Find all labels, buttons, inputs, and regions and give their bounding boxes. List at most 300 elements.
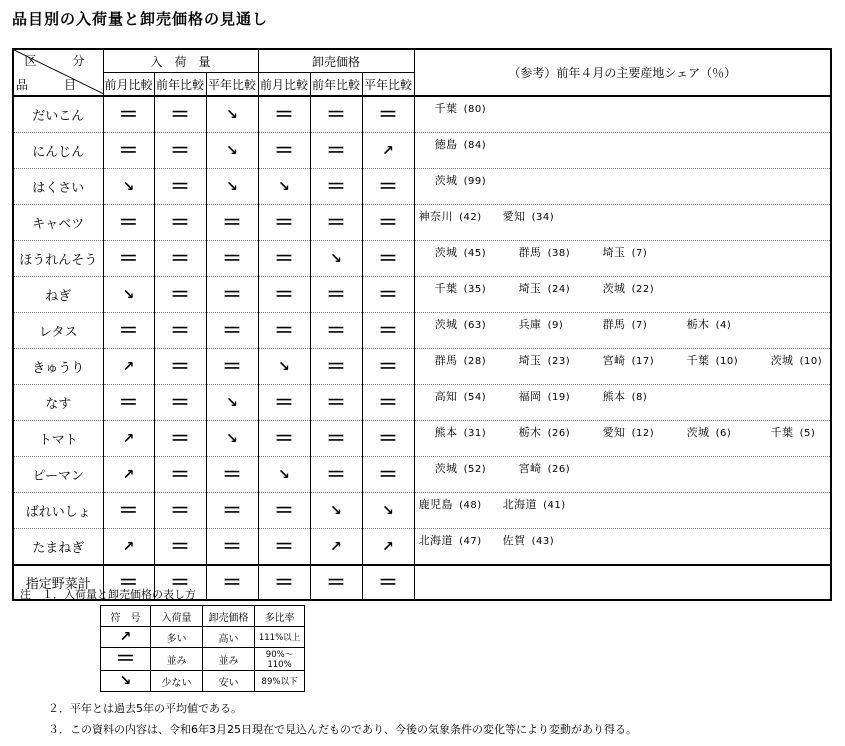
share-percent: (54) — [463, 392, 487, 403]
equal-icon: ＝ — [326, 137, 347, 162]
share-region: 愛知 — [502, 210, 526, 223]
equal-icon: ＝ — [326, 569, 347, 594]
forecast-cell — [258, 349, 310, 385]
forecast-cell — [206, 205, 258, 241]
arrow-down-icon: ↘ — [226, 142, 238, 159]
forecast-cell — [258, 133, 310, 169]
equal-icon: ＝ — [222, 209, 243, 234]
share-percent: (6) — [715, 428, 732, 439]
share-percent: (9) — [547, 320, 564, 331]
equal-icon: ＝ — [170, 533, 190, 558]
forecast-cell — [258, 313, 310, 349]
equal-icon: ＝ — [274, 281, 295, 306]
equal-icon: ＝ — [274, 101, 295, 126]
forecast-cell — [258, 421, 310, 457]
item-name: ばれいしょ — [13, 493, 103, 529]
forecast-cell — [154, 277, 206, 313]
forecast-cell — [154, 529, 206, 566]
share-percent: (84) — [463, 140, 487, 151]
share-region: 福岡 — [518, 390, 542, 403]
equal-icon: ＝ — [118, 569, 139, 594]
equal-icon: ＝ — [326, 281, 347, 306]
arrow-down-icon: ↘ — [278, 466, 290, 483]
equal-icon: ＝ — [274, 245, 295, 270]
item-name: きゅうり — [13, 349, 103, 385]
forecast-cell — [206, 277, 258, 313]
share-percent: (38) — [547, 248, 571, 259]
share-percent: (52) — [463, 464, 487, 475]
forecast-cell — [103, 241, 154, 277]
equal-icon: ＝ — [274, 389, 295, 414]
share-cell — [414, 169, 831, 205]
equal-icon: ＝ — [326, 173, 347, 198]
arrow-down-icon: ↘ — [226, 106, 238, 123]
share-cell — [414, 96, 831, 133]
forecast-cell — [362, 205, 414, 241]
share-percent: (8) — [631, 392, 648, 403]
legend-ratio: 111%以上 — [255, 627, 305, 648]
table-row — [13, 241, 831, 277]
forecast-cell — [154, 457, 206, 493]
equal-icon: ＝ — [378, 389, 399, 414]
share-percent: (26) — [547, 464, 571, 475]
legend-ratio: 90%～110% — [255, 648, 305, 671]
share-region: 栃木 — [686, 318, 710, 331]
header-share-label: （参考）前年４月の主要産地シェア（％） — [414, 49, 831, 96]
forecast-cell — [154, 385, 206, 421]
share-region: 神奈川 — [418, 210, 454, 223]
share-item — [503, 496, 587, 512]
equal-icon: ＝ — [274, 137, 295, 162]
legend-ratio: 89%以下 — [255, 671, 305, 692]
share-cell — [414, 457, 831, 493]
forecast-cell — [103, 205, 154, 241]
forecast-cell — [103, 277, 154, 313]
item-name: ピーマン — [13, 457, 103, 493]
share-percent: (26) — [547, 428, 571, 439]
table-row — [13, 493, 831, 529]
equal-icon: ＝ — [118, 317, 139, 342]
share-item — [419, 532, 503, 548]
share-cell — [414, 385, 831, 421]
equal-icon: ＝ — [118, 389, 139, 414]
forecast-table — [12, 48, 832, 601]
share-item — [603, 280, 687, 296]
forecast-cell — [310, 421, 362, 457]
share-percent: (4) — [715, 320, 732, 331]
share-item — [435, 100, 519, 116]
forecast-cell — [103, 169, 154, 205]
share-cell — [414, 565, 831, 600]
forecast-cell — [206, 529, 258, 566]
share-region: 栃木 — [518, 426, 542, 439]
forecast-cell — [362, 493, 414, 529]
arrow-down-icon: ↘ — [382, 502, 394, 519]
share-percent: (42) — [459, 212, 482, 223]
legend-header: 入荷量 — [151, 606, 203, 627]
arrow-down-icon: ↘ — [278, 358, 290, 375]
share-cell — [414, 529, 831, 566]
sub-header-2: 平年比較 — [206, 73, 258, 97]
table-row — [13, 133, 831, 169]
share-item — [435, 316, 519, 332]
equal-icon: ＝ — [170, 101, 190, 126]
arrow-down-icon: ↘ — [226, 178, 238, 195]
equal-icon: ＝ — [378, 209, 399, 234]
forecast-cell — [362, 241, 414, 277]
share-region: 兵庫 — [518, 318, 542, 331]
share-region: 熊本 — [602, 390, 626, 403]
share-region: 千葉 — [770, 426, 794, 439]
share-item — [435, 352, 519, 368]
header-item-label: 品 目 — [16, 78, 89, 92]
legend-arrival: 多い — [151, 627, 203, 648]
forecast-cell — [362, 385, 414, 421]
share-percent: (7) — [631, 248, 648, 259]
forecast-cell — [310, 349, 362, 385]
share-item — [603, 424, 687, 440]
forecast-cell — [258, 277, 310, 313]
forecast-cell — [362, 133, 414, 169]
share-item — [435, 460, 519, 476]
share-percent: (10) — [799, 356, 823, 367]
forecast-cell — [154, 133, 206, 169]
forecast-cell — [310, 493, 362, 529]
share-region: 北海道 — [418, 534, 454, 547]
forecast-cell — [258, 96, 310, 133]
share-item — [435, 280, 519, 296]
equal-icon: ＝ — [115, 646, 136, 670]
arrow-down-icon: ↘ — [330, 250, 342, 267]
share-cell — [414, 205, 831, 241]
arrow-up-icon: ↗ — [122, 358, 135, 375]
share-item — [435, 388, 519, 404]
equal-icon: ＝ — [170, 317, 190, 342]
share-item — [519, 280, 603, 296]
equal-icon: ＝ — [118, 245, 139, 270]
equal-icon: ＝ — [274, 533, 295, 558]
share-region: 佐賀 — [502, 534, 526, 547]
sub-header-3: 前月比較 — [258, 73, 310, 97]
equal-icon: ＝ — [378, 245, 399, 270]
forecast-cell — [206, 457, 258, 493]
equal-icon: ＝ — [326, 389, 347, 414]
share-item — [435, 136, 519, 152]
equal-icon: ＝ — [118, 209, 139, 234]
legend-row — [101, 627, 305, 648]
equal-icon: ＝ — [170, 245, 190, 270]
table-row — [13, 385, 831, 421]
equal-icon: ＝ — [222, 353, 243, 378]
forecast-cell — [154, 169, 206, 205]
forecast-cell — [103, 313, 154, 349]
item-name: にんじん — [13, 133, 103, 169]
header-arrival-group: 入 荷 量 — [103, 49, 258, 73]
legend-price: 並み — [203, 648, 255, 671]
equal-icon: ＝ — [222, 245, 243, 270]
table-row — [13, 169, 831, 205]
share-item — [603, 316, 687, 332]
equal-icon: ＝ — [170, 425, 190, 450]
legend-row — [101, 648, 305, 671]
equal-icon: ＝ — [170, 137, 190, 162]
note-2: ２．平年とは過去5年の平均値である。 — [48, 702, 242, 715]
item-name: はくさい — [13, 169, 103, 205]
forecast-cell — [103, 96, 154, 133]
equal-icon: ＝ — [326, 353, 347, 378]
table-row — [13, 313, 831, 349]
equal-icon: ＝ — [170, 569, 190, 594]
forecast-cell — [310, 205, 362, 241]
forecast-cell — [362, 349, 414, 385]
equal-icon: ＝ — [378, 461, 399, 486]
share-item — [519, 244, 603, 260]
legend-header: 卸売価格 — [203, 606, 255, 627]
share-percent: (7) — [631, 320, 648, 331]
forecast-cell — [103, 529, 154, 566]
legend-price: 高い — [203, 627, 255, 648]
arrow-up-icon: ↗ — [382, 538, 394, 555]
equal-icon: ＝ — [378, 173, 399, 198]
forecast-cell — [103, 493, 154, 529]
arrow-up-icon: ↗ — [382, 142, 394, 159]
equal-icon: ＝ — [378, 425, 399, 450]
share-item — [435, 172, 519, 188]
forecast-cell — [206, 493, 258, 529]
share-region: 群馬 — [518, 246, 542, 259]
equal-icon: ＝ — [118, 101, 139, 126]
equal-icon: ＝ — [326, 461, 347, 486]
equal-icon: ＝ — [170, 353, 190, 378]
share-region: 茨城 — [602, 282, 626, 295]
forecast-cell — [362, 313, 414, 349]
share-item — [419, 496, 503, 512]
equal-icon: ＝ — [274, 209, 295, 234]
forecast-cell — [103, 349, 154, 385]
share-percent: (23) — [547, 356, 571, 367]
forecast-cell — [310, 385, 362, 421]
arrow-down-icon: ↘ — [278, 178, 290, 195]
share-region: 茨城 — [686, 426, 710, 439]
equal-icon: ＝ — [378, 317, 399, 342]
legend-row — [101, 671, 305, 692]
equal-icon: ＝ — [378, 281, 399, 306]
share-item — [687, 316, 771, 332]
share-region: 宮崎 — [602, 354, 626, 367]
table-row — [13, 277, 831, 313]
share-percent: (43) — [531, 536, 555, 547]
equal-icon: ＝ — [378, 569, 399, 594]
arrow-down-icon: ↘ — [119, 673, 132, 689]
forecast-cell — [103, 421, 154, 457]
legend-symbol — [101, 671, 151, 692]
forecast-cell — [206, 385, 258, 421]
share-cell — [414, 493, 831, 529]
item-name: ほうれんそう — [13, 241, 103, 277]
legend-header: 多比率 — [255, 606, 305, 627]
share-item — [435, 244, 519, 260]
page-title: 品目別の入荷量と卸売価格の見通し — [12, 10, 269, 28]
forecast-cell — [258, 493, 310, 529]
share-percent: (17) — [631, 356, 655, 367]
forecast-cell — [206, 169, 258, 205]
arrow-down-icon: ↘ — [330, 502, 342, 519]
item-name: 指定野菜計 — [13, 565, 103, 600]
equal-icon: ＝ — [222, 533, 243, 558]
forecast-cell — [310, 457, 362, 493]
item-name: レタス — [13, 313, 103, 349]
equal-icon: ＝ — [326, 317, 347, 342]
share-item — [687, 352, 771, 368]
share-percent: (48) — [459, 500, 482, 511]
share-cell — [414, 349, 831, 385]
share-region: 群馬 — [434, 354, 458, 367]
equal-icon: ＝ — [170, 281, 190, 306]
legend-price: 安い — [203, 671, 255, 692]
item-name: たまねぎ — [13, 529, 103, 566]
forecast-cell — [310, 277, 362, 313]
item-name: ねぎ — [13, 277, 103, 313]
share-item — [519, 424, 603, 440]
forecast-cell — [258, 457, 310, 493]
share-percent: (35) — [463, 284, 487, 295]
forecast-cell — [154, 313, 206, 349]
forecast-cell — [154, 421, 206, 457]
forecast-cell — [206, 133, 258, 169]
share-item — [519, 352, 603, 368]
share-region: 千葉 — [686, 354, 710, 367]
legend-arrival: 並み — [151, 648, 203, 671]
forecast-cell — [258, 241, 310, 277]
share-percent: (28) — [463, 356, 487, 367]
share-region: 茨城 — [434, 462, 458, 475]
share-region: 茨城 — [434, 318, 458, 331]
share-region: 埼玉 — [518, 354, 542, 367]
arrow-down-icon: ↘ — [226, 430, 238, 447]
share-percent: (47) — [459, 536, 482, 547]
share-cell — [414, 133, 831, 169]
share-cell — [414, 421, 831, 457]
share-percent: (12) — [631, 428, 655, 439]
forecast-cell — [362, 457, 414, 493]
forecast-cell — [310, 241, 362, 277]
forecast-cell — [362, 169, 414, 205]
forecast-cell — [258, 169, 310, 205]
legend-header: 符 号 — [101, 606, 151, 627]
forecast-cell — [206, 421, 258, 457]
equal-icon: ＝ — [222, 461, 243, 486]
equal-icon: ＝ — [118, 497, 139, 522]
arrow-down-icon: ↘ — [226, 394, 238, 411]
equal-icon: ＝ — [170, 389, 190, 414]
equal-icon: ＝ — [326, 425, 347, 450]
share-item — [687, 424, 771, 440]
share-cell — [414, 277, 831, 313]
share-percent: (80) — [463, 104, 487, 115]
table-row — [13, 421, 831, 457]
share-region: 茨城 — [434, 246, 458, 259]
item-name: トマト — [13, 421, 103, 457]
forecast-cell — [258, 565, 310, 600]
equal-icon: ＝ — [274, 569, 295, 594]
share-cell — [414, 241, 831, 277]
header-price-group: 卸売価格 — [258, 49, 414, 73]
share-cell — [414, 313, 831, 349]
legend-arrival: 少ない — [151, 671, 203, 692]
share-item — [603, 244, 687, 260]
forecast-cell — [206, 241, 258, 277]
share-region: 埼玉 — [518, 282, 542, 295]
table-row — [13, 96, 831, 133]
share-percent: (31) — [463, 428, 487, 439]
equal-icon: ＝ — [274, 317, 295, 342]
forecast-cell — [154, 349, 206, 385]
share-item — [603, 352, 687, 368]
legend-symbol — [101, 648, 151, 671]
equal-icon: ＝ — [274, 497, 295, 522]
share-region: 宮崎 — [518, 462, 542, 475]
share-region: 熊本 — [434, 426, 458, 439]
equal-icon: ＝ — [326, 101, 347, 126]
forecast-cell — [154, 241, 206, 277]
share-region: 千葉 — [434, 102, 458, 115]
equal-icon: ＝ — [274, 425, 295, 450]
equal-icon: ＝ — [222, 497, 243, 522]
legend-symbol — [101, 627, 151, 648]
share-item — [771, 424, 816, 440]
item-name: キャベツ — [13, 205, 103, 241]
equal-icon: ＝ — [118, 137, 139, 162]
share-region: 高知 — [434, 390, 458, 403]
note-3: ３．この資料の内容は、令和6年3月25日現在で見込んだものであり、今後の気象条件の変化等により変動があり得る。 — [48, 723, 637, 736]
share-item — [435, 424, 519, 440]
share-percent: (24) — [547, 284, 571, 295]
forecast-cell — [310, 313, 362, 349]
share-percent: (41) — [543, 500, 566, 511]
table-row — [13, 529, 831, 566]
arrow-up-icon: ↗ — [122, 538, 135, 555]
forecast-cell — [103, 457, 154, 493]
share-region: 千葉 — [434, 282, 458, 295]
equal-icon: ＝ — [170, 209, 190, 234]
share-percent: (5) — [799, 428, 816, 439]
item-name: だいこん — [13, 96, 103, 133]
forecast-cell — [310, 96, 362, 133]
share-region: 茨城 — [434, 174, 458, 187]
share-percent: (63) — [463, 320, 487, 331]
share-item — [519, 388, 603, 404]
forecast-cell — [362, 565, 414, 600]
forecast-cell — [362, 277, 414, 313]
forecast-cell — [206, 349, 258, 385]
share-percent: (19) — [547, 392, 571, 403]
table-row — [13, 457, 831, 493]
share-item — [519, 316, 603, 332]
share-item — [419, 208, 503, 224]
forecast-cell — [154, 205, 206, 241]
equal-icon: ＝ — [170, 173, 190, 198]
legend-table — [100, 605, 305, 692]
note-1: 注 １．入荷量と卸売価格の表し方 — [20, 588, 196, 601]
share-region: 埼玉 — [602, 246, 626, 259]
arrow-up-icon: ↗ — [122, 430, 135, 447]
forecast-cell — [258, 385, 310, 421]
forecast-cell — [103, 133, 154, 169]
forecast-cell — [206, 313, 258, 349]
share-region: 鹿児島 — [418, 498, 454, 511]
arrow-up-icon: ↗ — [122, 466, 135, 483]
equal-icon: ＝ — [378, 101, 399, 126]
